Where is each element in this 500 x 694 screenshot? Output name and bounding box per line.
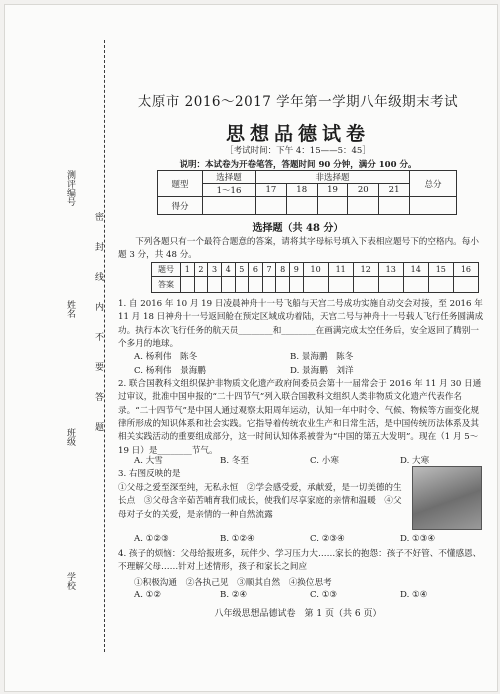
- answer-cell[interactable]: [235, 277, 249, 293]
- page-footer: 八年级思想品德试卷 第 1 页（共 6 页）: [214, 609, 382, 619]
- exam-note: 说明：本试卷为开卷笔答，答题时间 90 分钟，满分 100 分。: [179, 160, 417, 170]
- answer-cell[interactable]: [453, 277, 478, 293]
- answer-num: 12: [353, 263, 378, 277]
- score-cell[interactable]: [203, 197, 256, 215]
- answer-num: 6: [249, 263, 263, 277]
- answer-cell[interactable]: [181, 277, 195, 293]
- score-table: [157, 170, 457, 215]
- total-header: 总分: [410, 171, 457, 197]
- score-cell[interactable]: [410, 197, 457, 215]
- name-label: 姓名: [65, 300, 75, 318]
- question-1: 1. 自 2016 年 10 月 19 日凌晨神舟十一号飞船与天宫二号成功实施自动交会对接，至 2016 年 11 月 18 日神舟十一号返回舱在预定区域成功着陆，天宫二号与神舟十一号载人飞行任务圆满成功。执行本次飞行任务的航天员________和________在画满完成太空任务后，安全返回了腾别一个多月的地球。: [118, 299, 484, 349]
- score-col: 1～16: [203, 184, 256, 197]
- answer-num: 9: [290, 263, 304, 277]
- exam-time: ［考试时间：下午 4：15——5：45］: [225, 146, 371, 156]
- subject-title: 思想品德试卷: [225, 123, 370, 145]
- answer-cell[interactable]: [378, 277, 403, 293]
- q4-option-a: A. ①②: [134, 590, 162, 600]
- answer-cell[interactable]: [208, 277, 222, 293]
- score-col: 19: [317, 184, 348, 197]
- question-2: 2. 联合国教科文组织保护非物质文化遗产政府间委员会第十一届常会于 2016 年 11 月 30 日通过审议，批准中国申报的“二十四节气”列入联合国教科文组织人类非物质文化遗产代表作名录。“二十四节气”是中国人通过观察太阳周年运动，认知一年中时令、气候、物候等方面变化规律所形成的知识体系和社会实践。它指导着传统农业生产和日常生活，是中国传统历法体系及其相关实践活动的重要组成部分，这一时间认知体系被誉为“中国的第五大发明”。现在（1 月 5～19 日）是________节气。: [118, 379, 482, 456]
- answer-cell[interactable]: [353, 277, 378, 293]
- score-col: 17: [256, 184, 287, 197]
- q4-statements: ①积极沟通 ②各执己见 ③顺其自然 ④换位思考: [134, 578, 332, 588]
- score-col: 18: [286, 184, 317, 197]
- score-cell[interactable]: [317, 197, 348, 215]
- q4-option-d: D. ①④: [400, 590, 428, 600]
- q1-option-a: A. 杨利伟 陈冬: [134, 352, 198, 362]
- answer-num: 4: [221, 263, 235, 277]
- exam-title: 太原市 2016～2017 学年第一学期八年级期末考试: [137, 94, 459, 110]
- score-cell[interactable]: [348, 197, 379, 215]
- score-col: 21: [379, 184, 410, 197]
- q3-option-b: B. ①②④: [220, 534, 255, 544]
- q3-statements: ①父母之爱至深至纯，无私永恒 ②学会感受爱，承献爱，是一切美德的生长点 ③父母含辛茹苦哺育我们成长，使我们尽享家庭的亲情和温暖 ④父母对子女的关爱，是亲情的一种自然流露: [118, 483, 402, 520]
- q1-option-c: C. 杨利伟 景海鹏: [134, 366, 206, 376]
- answer-num: 15: [428, 263, 453, 277]
- score-row-label: 得分: [158, 197, 203, 215]
- class-label: 班级: [65, 428, 75, 446]
- q4-option-c: C. ①③: [310, 590, 338, 600]
- answer-num: 13: [378, 263, 403, 277]
- q2-option-c: C. 小寒: [310, 456, 339, 466]
- q2-option-a: A. 大雪: [134, 456, 163, 466]
- q1-option-b: B. 景海鹏 陈冬: [290, 352, 354, 362]
- answer-num: 16: [453, 263, 478, 277]
- answer-num: 14: [403, 263, 428, 277]
- seal-line-text: 密 封 线 内 不 要 答 题: [93, 212, 103, 432]
- answer-num: 2: [194, 263, 208, 277]
- q3-option-a: A. ①②③: [134, 534, 169, 544]
- non-choice-header: 非选择题: [256, 171, 410, 184]
- answer-cell[interactable]: [303, 277, 328, 293]
- exam-number-label: 测评编号: [65, 170, 75, 206]
- answer-cell[interactable]: [262, 277, 276, 293]
- q2-option-b: B. 冬至: [220, 456, 249, 466]
- section-title: 选择题（共 48 分）: [252, 223, 344, 234]
- answer-num-label: 题号: [152, 263, 181, 277]
- answer-num: 5: [235, 263, 249, 277]
- answer-table: [151, 262, 479, 293]
- score-type-label: 题型: [158, 171, 203, 197]
- answer-cell[interactable]: [428, 277, 453, 293]
- answer-num: 3: [208, 263, 222, 277]
- answer-num: 11: [328, 263, 353, 277]
- score-cell[interactable]: [379, 197, 410, 215]
- q3-option-d: D. ①③④: [400, 534, 436, 544]
- q2-option-d: D. 大寒: [400, 456, 430, 466]
- answer-cell[interactable]: [328, 277, 353, 293]
- answer-num: 1: [181, 263, 195, 277]
- answer-num: 8: [276, 263, 290, 277]
- score-cell[interactable]: [256, 197, 287, 215]
- section-instructions: 下列各题只有一个最符合题意的答案，请将其字母标号填入下表相应题号下的空格内。每小题 3 分，共 48 分。: [118, 237, 479, 261]
- q4-option-b: B. ②④: [220, 590, 248, 600]
- q1-option-d: D. 景海鹏 刘洋: [290, 366, 354, 376]
- answer-row-label: 答案: [152, 277, 181, 293]
- q3-option-c: C. ②③④: [310, 534, 345, 544]
- answer-cell[interactable]: [276, 277, 290, 293]
- answer-cell[interactable]: [403, 277, 428, 293]
- school-label: 学校: [65, 572, 75, 590]
- choice-header: 选择题: [203, 171, 256, 184]
- answer-cell[interactable]: [249, 277, 263, 293]
- answer-num: 10: [303, 263, 328, 277]
- answer-cell[interactable]: [221, 277, 235, 293]
- answer-cell[interactable]: [290, 277, 304, 293]
- family-photo: [412, 466, 482, 530]
- score-cell[interactable]: [286, 197, 317, 215]
- question-4: 4. 孩子的烦恼：父母给报班多，玩伴少、学习压力大……家长的抱怨：孩子不好管、不懂感恩、不理解父母……针对上述情形，孩子和家长之间应: [118, 549, 482, 573]
- question-3: 3. 右图反映的是: [118, 469, 181, 479]
- answer-num: 7: [262, 263, 276, 277]
- answer-cell[interactable]: [194, 277, 208, 293]
- score-col: 20: [348, 184, 379, 197]
